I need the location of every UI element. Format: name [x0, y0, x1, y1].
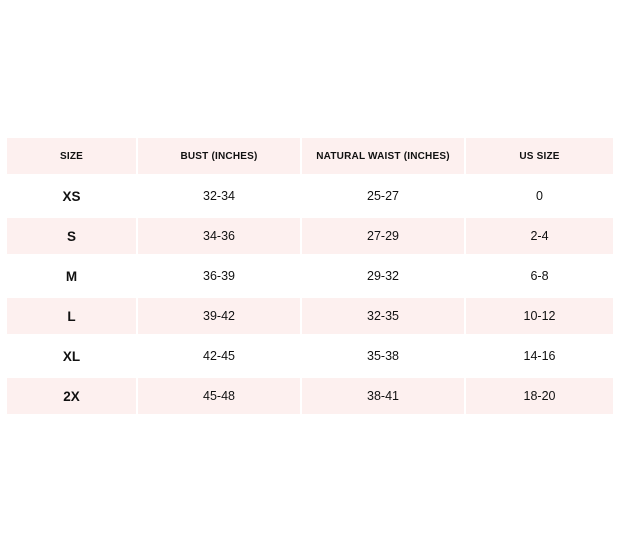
us-size-cell: 6-8: [530, 269, 549, 283]
us-size-cell: 2-4: [466, 218, 613, 254]
header-size: SIZE: [7, 138, 138, 174]
size-cell: M: [7, 258, 138, 294]
us-size-cell: 14-16: [523, 349, 556, 363]
size-cell: 2X: [7, 378, 138, 414]
us-size-cell: 18-20: [466, 378, 613, 414]
header-natural-waist: NATURAL WAIST (INCHES): [302, 138, 466, 174]
bust-cell: 45-48: [138, 378, 302, 414]
waist-cell: 38-41: [302, 378, 466, 414]
waist-cell: 27-29: [302, 218, 466, 254]
size-cell: S: [7, 218, 138, 254]
waist-cell: 25-27: [302, 178, 466, 214]
bust-cell: 42-45: [138, 338, 302, 374]
size-cell: XS: [7, 178, 138, 214]
header-bust: BUST (INCHES): [138, 138, 302, 174]
bust-cell: 39-42: [138, 298, 302, 334]
waist-cell: 35-38: [302, 338, 466, 374]
waist-cell: 32-35: [302, 298, 466, 334]
size-cell: XL: [7, 338, 138, 374]
size-cell: L: [7, 298, 138, 334]
size-chart-table: [7, 138, 613, 418]
header-us-size: US SIZE: [466, 138, 613, 174]
bust-cell: 34-36: [138, 218, 302, 254]
waist-cell: 29-32: [302, 258, 466, 294]
bust-cell: 36-39: [138, 258, 302, 294]
us-size-cell: 10-12: [466, 298, 613, 334]
us-size-cell: 0: [536, 189, 543, 203]
bust-cell: 32-34: [138, 178, 302, 214]
